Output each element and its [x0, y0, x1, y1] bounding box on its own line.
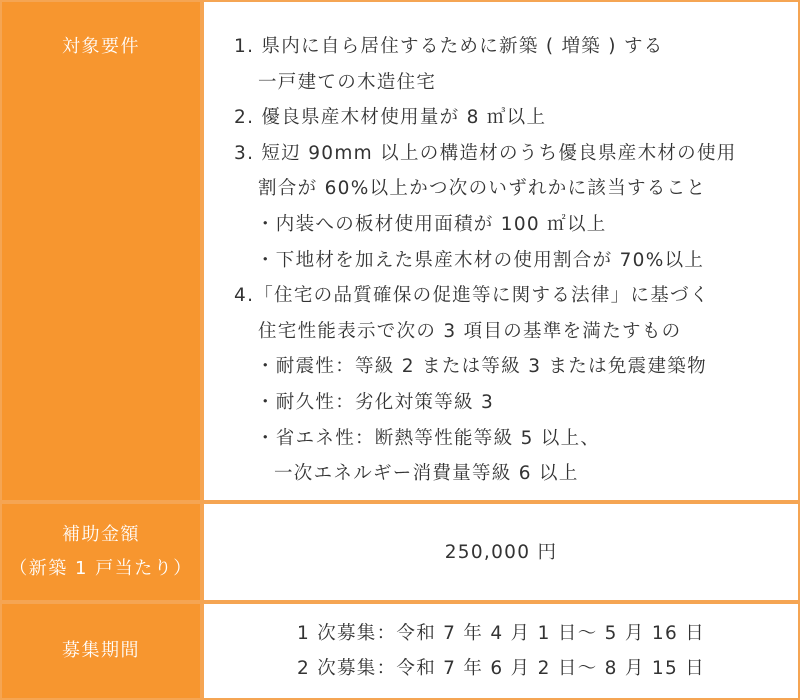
period-second-round: 2 次募集：令和 7 年 6 月 2 日～ 8 月 15 日	[296, 658, 706, 679]
requirement-item-4-continued: 住宅性能表示で次の 3 項目の基準を満たすもの	[258, 320, 682, 342]
requirement-item-2: 2. 優良県産木材使用量が 8 ㎥以上	[234, 107, 547, 129]
requirement-item-4-bullet-3-continued: 一次エネルギー消費量等級 6 以上	[274, 463, 579, 485]
requirement-item-4-bullet-2: ・耐久性：劣化対策等級 3	[256, 391, 495, 413]
requirement-item-4-bullet-1: ・耐震性：等級 2 または等級 3 または免震建築物	[256, 356, 707, 378]
period-cell	[204, 604, 798, 698]
period-heading: 募集期間	[2, 604, 200, 698]
subsidy-amount: 250,000 円	[444, 541, 558, 563]
subsidy-heading-line2: （新築 1 戸当たり）	[9, 558, 193, 579]
requirements-list	[204, 2, 798, 492]
subsidy-heading	[2, 504, 200, 600]
requirements-row	[2, 2, 798, 500]
requirement-item-3-continued: 割合が 60%以上かつ次のいずれかに該当すること	[258, 178, 707, 200]
subsidy-amount-cell	[204, 504, 798, 600]
subsidy-row	[2, 504, 798, 600]
requirements-heading: 対象要件	[2, 2, 200, 500]
requirements-cell	[204, 2, 798, 500]
requirement-item-3-bullet-2: ・下地材を加えた県産木材の使用割合が 70%以上	[256, 249, 705, 271]
period-row	[2, 604, 798, 698]
requirement-item-1-continued: 一戸建ての木造住宅	[258, 71, 437, 93]
requirement-item-4: 4.「住宅の品質確保の促進等に関する法律」に基づく	[234, 285, 710, 307]
requirement-item-3: 3. 短辺 90mm 以上の構造材のうち優良県産木材の使用	[234, 142, 737, 164]
requirement-item-4-bullet-3: ・省エネ性：断熱等性能等級 5 以上、	[256, 427, 601, 449]
subsidy-heading-line1: 補助金額	[62, 524, 140, 545]
period-first-round: 1 次募集：令和 7 年 4 月 1 日～ 5 月 16 日	[296, 623, 706, 644]
requirement-item-3-bullet-1: ・内装への板材使用面積が 100 ㎡以上	[256, 213, 607, 235]
requirement-item-1: 1. 県内に自ら居住するために新築 ( 増築 ) する	[234, 36, 664, 57]
